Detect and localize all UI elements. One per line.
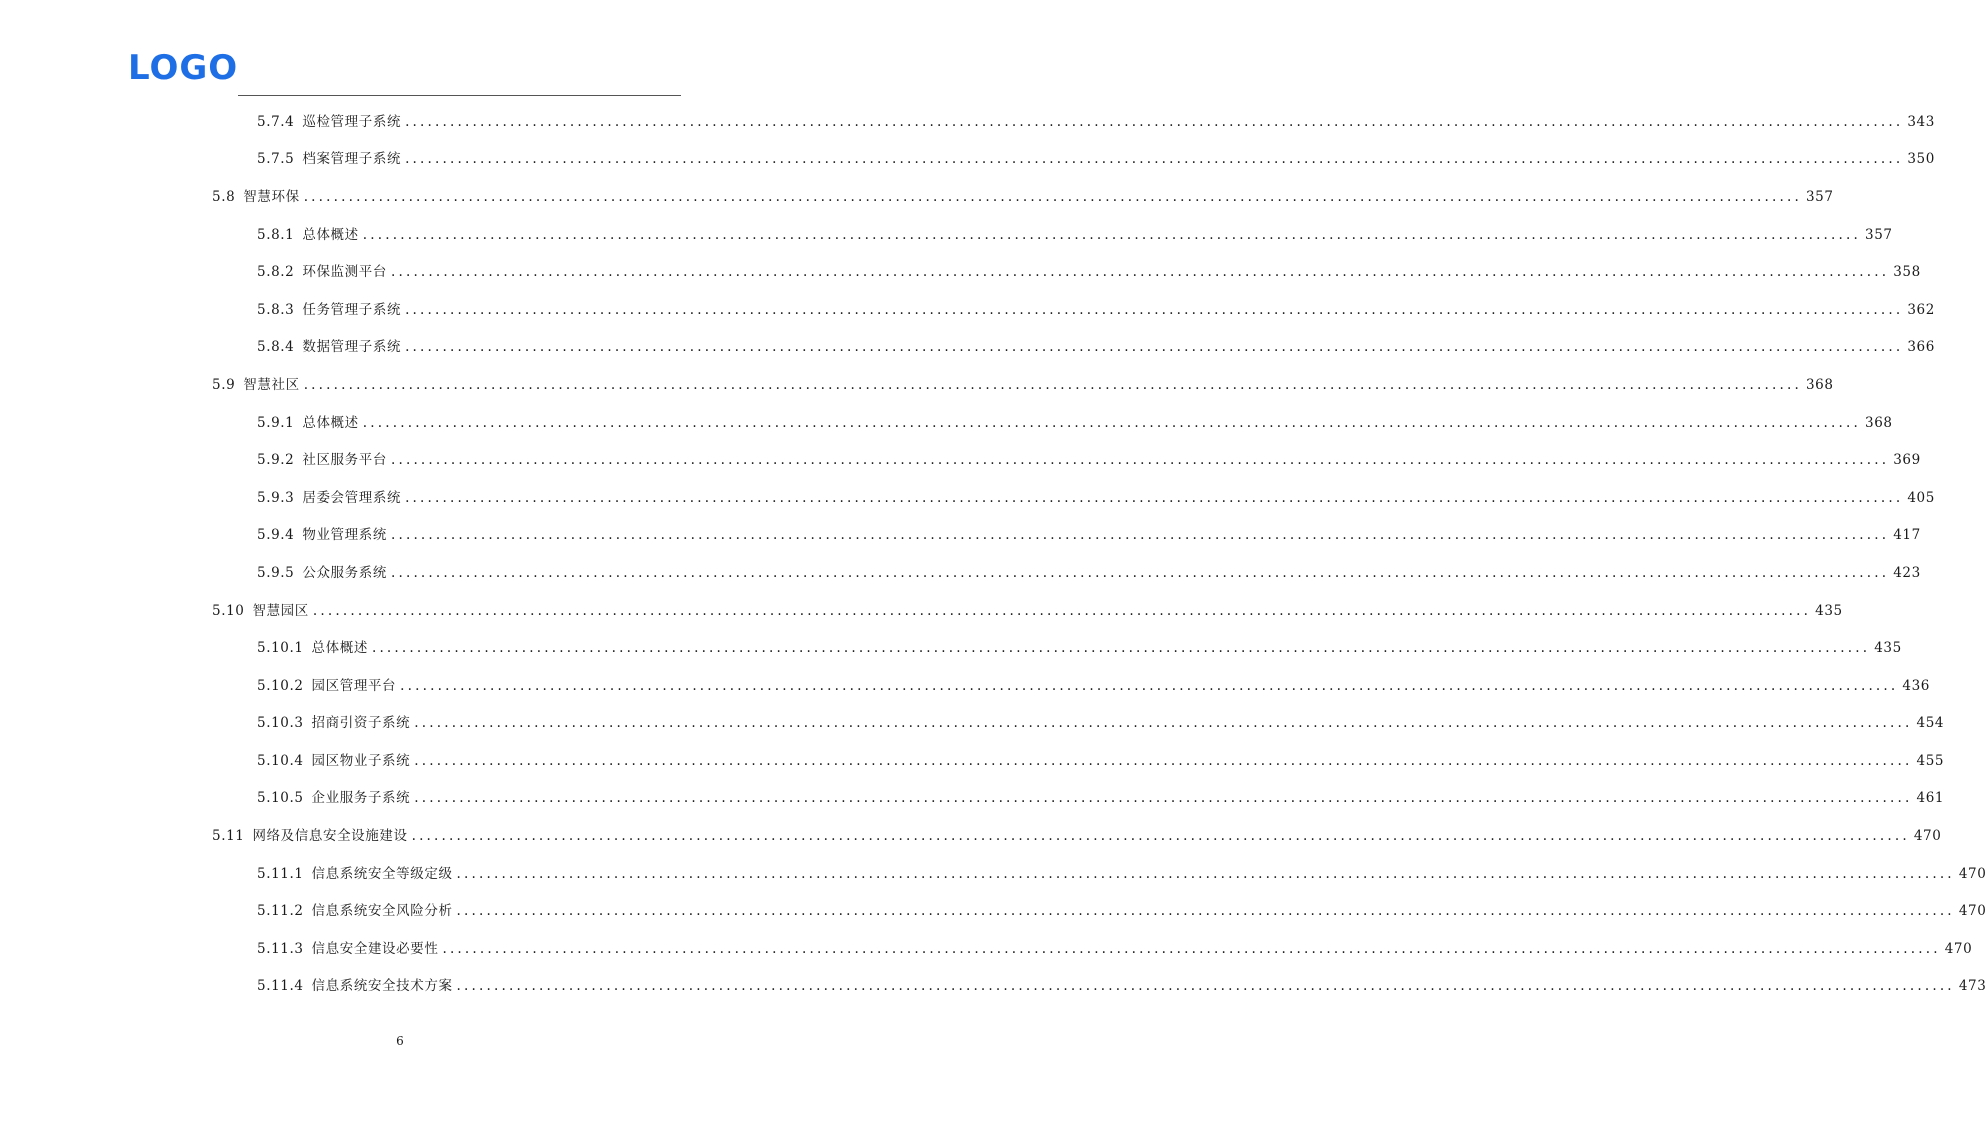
toc-dot-leader: ........................................................................................................................................................................................................ [411, 828, 1910, 845]
toc-entry[interactable] [0, 329, 1935, 367]
toc-entry-title: 招商引资子系统 [311, 715, 411, 732]
toc-entry-page: 405 [1907, 489, 1935, 506]
toc-entry[interactable] [0, 178, 1834, 216]
toc-entry-page: 358 [1893, 264, 1921, 281]
toc-entry-number: 5.11.4 [257, 978, 304, 995]
toc-entry[interactable] [0, 705, 1945, 743]
toc-dot-leader: ........................................................................................................................................................................................................ [362, 226, 1862, 243]
toc-entry-number: 5.9.1 [257, 414, 295, 431]
toc-entry[interactable] [0, 517, 1921, 555]
toc-entry-number: 5.9.2 [257, 452, 295, 469]
toc-entry-number: 5.10.5 [257, 790, 304, 807]
toc-dot-leader: ........................................................................................................................................................................................................ [456, 978, 1955, 995]
toc-dot-leader: ........................................................................................................................................................................................................ [414, 790, 1913, 807]
toc-entry-number: 5.10.4 [257, 752, 304, 769]
toc-entry-number: 5.8.2 [257, 264, 295, 281]
toc-entry-page: 454 [1916, 715, 1945, 732]
table-of-contents [0, 103, 1986, 1005]
page-number: 6 [396, 1034, 404, 1048]
toc-entry-title: 数据管理子系统 [302, 339, 402, 356]
toc-entry-page: 357 [1865, 226, 1893, 243]
toc-entry-page: 470 [1958, 903, 1986, 920]
toc-entry-number: 5.7.4 [257, 113, 295, 130]
toc-entry-number: 5.9.3 [257, 489, 295, 506]
toc-entry-title: 信息系统安全等级定级 [311, 865, 453, 882]
toc-entry[interactable] [0, 629, 1902, 667]
toc-dot-leader: ........................................................................................................................................................................................................ [405, 489, 1904, 506]
toc-entry[interactable] [0, 291, 1935, 329]
toc-dot-leader: ........................................................................................................................................................................................................ [405, 151, 1904, 168]
toc-entry-page: 423 [1893, 564, 1921, 581]
toc-entry-page: 417 [1893, 527, 1921, 544]
toc-entry-page: 350 [1907, 151, 1935, 168]
toc-dot-leader: ........................................................................................................................................................................................................ [371, 640, 1871, 657]
toc-dot-leader: ........................................................................................................................................................................................................ [456, 903, 1955, 920]
toc-entry-number: 5.10 [212, 602, 245, 619]
toc-entry-page: 473 [1958, 978, 1986, 995]
toc-entry-title: 档案管理子系统 [302, 151, 402, 168]
toc-dot-leader: ........................................................................................................................................................................................................ [405, 113, 1904, 130]
toc-entry-title: 智慧环保 [243, 188, 300, 205]
toc-entry-page: 435 [1874, 640, 1902, 657]
toc-entry-title: 物业管理系统 [302, 527, 387, 544]
toc-entry-title: 智慧社区 [243, 376, 300, 393]
toc-entry-page: 470 [1944, 940, 1973, 957]
toc-dot-leader: ........................................................................................................................................................................................................ [303, 376, 1802, 393]
toc-entry-number: 5.8 [212, 188, 236, 205]
toc-entry-title: 环保监测平台 [302, 264, 387, 281]
toc-dot-leader: ........................................................................................................................................................................................................ [414, 715, 1913, 732]
toc-entry-page: 368 [1805, 376, 1834, 393]
toc-entry-number: 5.11.1 [257, 865, 304, 882]
toc-entry-title: 智慧园区 [252, 602, 309, 619]
toc-dot-leader: ........................................................................................................................................................................................................ [456, 865, 1955, 882]
toc-entry[interactable] [0, 441, 1921, 479]
toc-entry[interactable] [0, 892, 1986, 930]
toc-entry-number: 5.7.5 [257, 151, 295, 168]
toc-entry[interactable] [0, 216, 1893, 254]
toc-dot-leader: ........................................................................................................................................................................................................ [362, 414, 1862, 431]
toc-entry-number: 5.10.2 [257, 677, 304, 694]
toc-dot-leader: ........................................................................................................................................................................................................ [400, 677, 1899, 694]
toc-dot-leader: ........................................................................................................................................................................................................ [390, 527, 1890, 544]
toc-entry-page: 357 [1805, 188, 1834, 205]
toc-dot-leader: ........................................................................................................................................................................................................ [414, 752, 1913, 769]
toc-entry-page: 455 [1916, 752, 1945, 769]
toc-entry-number: 5.8.1 [257, 226, 295, 243]
toc-dot-leader: ........................................................................................................................................................................................................ [405, 301, 1904, 318]
toc-entry[interactable] [0, 141, 1935, 179]
toc-entry-page: 470 [1958, 865, 1986, 882]
toc-entry-page: 470 [1913, 828, 1942, 845]
toc-dot-leader: ........................................................................................................................................................................................................ [303, 188, 1802, 205]
toc-entry[interactable] [0, 554, 1921, 592]
toc-entry-number: 5.8.4 [257, 339, 295, 356]
toc-entry[interactable] [0, 968, 1986, 1006]
toc-entry[interactable] [0, 667, 1930, 705]
toc-dot-leader: ........................................................................................................................................................................................................ [390, 564, 1890, 581]
toc-entry-page: 461 [1916, 790, 1945, 807]
toc-entry-title: 总体概述 [311, 640, 368, 657]
toc-dot-leader: ........................................................................................................................................................................................................ [405, 339, 1904, 356]
toc-entry-title: 信息安全建设必要性 [311, 940, 439, 957]
toc-entry-title: 园区物业子系统 [311, 752, 411, 769]
toc-entry-title: 居委会管理系统 [302, 489, 402, 506]
logo: LOGO [128, 48, 239, 88]
toc-entry-page: 436 [1902, 677, 1930, 694]
toc-entry-title: 公众服务系统 [302, 564, 387, 581]
toc-entry-title: 社区服务平台 [302, 452, 387, 469]
toc-entry-number: 5.9.5 [257, 564, 295, 581]
toc-entry-number: 5.11 [212, 828, 245, 845]
toc-entry[interactable] [0, 817, 1942, 855]
toc-entry[interactable] [0, 253, 1921, 291]
toc-entry-page: 343 [1907, 113, 1935, 130]
toc-entry[interactable] [0, 366, 1834, 404]
toc-entry-title: 巡检管理子系统 [302, 113, 402, 130]
toc-entry[interactable] [0, 855, 1986, 893]
toc-entry-number: 5.11.3 [257, 940, 304, 957]
toc-entry[interactable] [0, 479, 1935, 517]
header-rule [238, 95, 681, 96]
toc-dot-leader: ........................................................................................................................................................................................................ [390, 264, 1890, 281]
toc-entry-title: 总体概述 [302, 414, 359, 431]
toc-entry[interactable] [0, 780, 1945, 818]
toc-entry-title: 信息系统安全风险分析 [311, 903, 453, 920]
toc-entry-page: 366 [1907, 339, 1935, 356]
toc-entry[interactable] [0, 742, 1945, 780]
toc-dot-leader: ........................................................................................................................................................................................................ [442, 940, 1941, 957]
toc-entry-title: 任务管理子系统 [302, 301, 402, 318]
toc-entry[interactable] [0, 404, 1893, 442]
toc-entry-number: 5.9.4 [257, 527, 295, 544]
toc-entry-title: 信息系统安全技术方案 [311, 978, 453, 995]
toc-entry-title: 园区管理平台 [311, 677, 397, 694]
toc-entry-page: 362 [1907, 301, 1935, 318]
toc-entry-title: 企业服务子系统 [311, 790, 411, 807]
toc-entry-number: 5.9 [212, 376, 236, 393]
toc-entry-title: 总体概述 [302, 226, 359, 243]
toc-entry-number: 5.10.3 [257, 715, 304, 732]
toc-dot-leader: ........................................................................................................................................................................................................ [390, 452, 1890, 469]
toc-entry-page: 368 [1865, 414, 1893, 431]
toc-entry-page: 369 [1893, 452, 1921, 469]
toc-dot-leader: ........................................................................................................................................................................................................ [312, 602, 1812, 619]
toc-entry-number: 5.8.3 [257, 301, 295, 318]
toc-entry[interactable] [0, 103, 1935, 141]
toc-entry-number: 5.10.1 [257, 640, 304, 657]
toc-entry-title: 网络及信息安全设施建设 [252, 828, 408, 845]
toc-entry-number: 5.11.2 [257, 903, 304, 920]
toc-entry[interactable] [0, 930, 1973, 968]
toc-entry-page: 435 [1815, 602, 1843, 619]
toc-entry[interactable] [0, 592, 1843, 630]
